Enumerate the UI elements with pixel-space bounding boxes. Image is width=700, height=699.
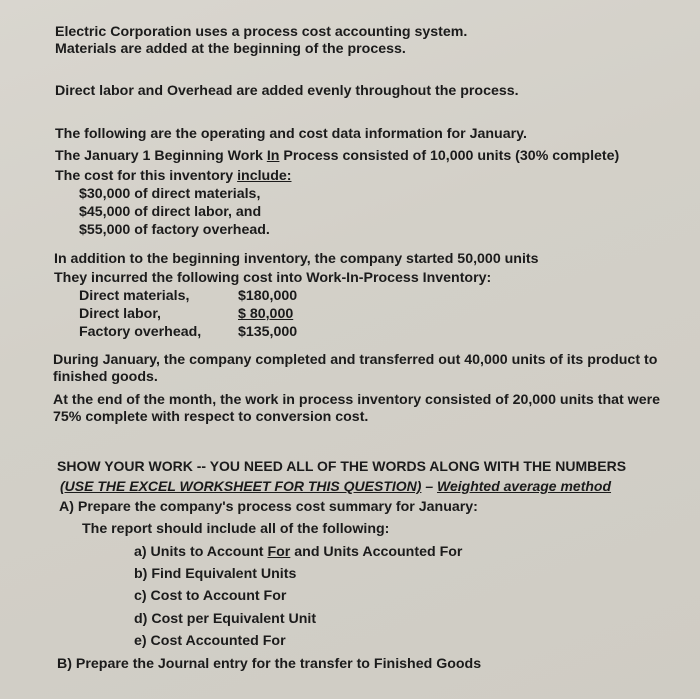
excel-note: (USE THE EXCEL WORKSHEET FOR THIS QUESTION) bbox=[60, 478, 422, 494]
incurred-label: Factory overhead, bbox=[79, 324, 202, 340]
report-item bbox=[134, 544, 462, 561]
method-note: Weighted average method bbox=[437, 478, 612, 494]
data-line-2 bbox=[55, 148, 619, 165]
intro-line-2: Materials are added at the beginning of the process. bbox=[55, 41, 406, 57]
data-line-2-pre: The January 1 Beginning Work bbox=[55, 148, 267, 164]
data-line-7a: At the end of the month, the work in process inventory consisted of 20,000 units that were bbox=[53, 392, 661, 408]
part-a-sub: The report should include all of the following: bbox=[82, 521, 390, 537]
report-item: e) Cost Accounted For bbox=[134, 633, 286, 649]
intro-line-1: Electric Corporation uses a process cost accounting system. bbox=[55, 24, 468, 40]
data-line-5: They incurred the following cost into Work-In-Process Inventory: bbox=[54, 270, 492, 286]
data-line-2-post: Process consisted of 10,000 units (30% complete) bbox=[279, 148, 620, 164]
dash: – bbox=[421, 478, 438, 494]
cost-item: $30,000 of direct materials, bbox=[79, 186, 261, 202]
incurred-amount: $ 80,000 bbox=[238, 306, 294, 322]
cost-item: $45,000 of direct labor, and bbox=[79, 204, 262, 220]
report-item-prefix: a) Units to Account bbox=[134, 544, 268, 560]
data-line-3-pre: The cost for this inventory bbox=[55, 168, 238, 184]
data-line-4: In addition to the beginning inventory, the company started 50,000 units bbox=[54, 251, 539, 267]
data-line-6a: During January, the company completed and transferred out 40,000 units of its product to bbox=[53, 352, 658, 368]
incurred-label: Direct materials, bbox=[79, 288, 190, 304]
data-line-7b: 75% complete with respect to conversion cost. bbox=[53, 409, 369, 425]
report-item-link: For bbox=[267, 544, 291, 560]
data-line-2-link: In bbox=[266, 148, 280, 164]
data-line-3 bbox=[55, 168, 292, 185]
incurred-amount: $135,000 bbox=[238, 324, 298, 340]
data-line-6b: finished goods. bbox=[53, 369, 158, 385]
incurred-amount: $180,000 bbox=[238, 288, 298, 304]
part-b: B) Prepare the Journal entry for the transfer to Finished Goods bbox=[57, 656, 482, 672]
incurred-label: Direct labor, bbox=[79, 306, 162, 322]
show-work-heading: SHOW YOUR WORK -- YOU NEED ALL OF THE WORDS ALONG WITH THE NUMBERS bbox=[57, 458, 627, 474]
report-item: c) Cost to Account For bbox=[134, 588, 287, 604]
report-item: b) Find Equivalent Units bbox=[134, 566, 297, 582]
excel-note-line bbox=[60, 478, 611, 495]
cost-item: $55,000 of factory overhead. bbox=[79, 222, 270, 238]
intro-line-3: Direct labor and Overhead are added evenly throughout the process. bbox=[55, 83, 519, 99]
report-item: d) Cost per Equivalent Unit bbox=[134, 611, 317, 627]
data-line-3-link: include: bbox=[237, 168, 292, 184]
data-line-1: The following are the operating and cost data information for January. bbox=[55, 126, 527, 142]
report-item-suffix: and Units Accounted For bbox=[290, 544, 463, 560]
part-a: A) Prepare the company's process cost summary for January: bbox=[59, 499, 478, 515]
